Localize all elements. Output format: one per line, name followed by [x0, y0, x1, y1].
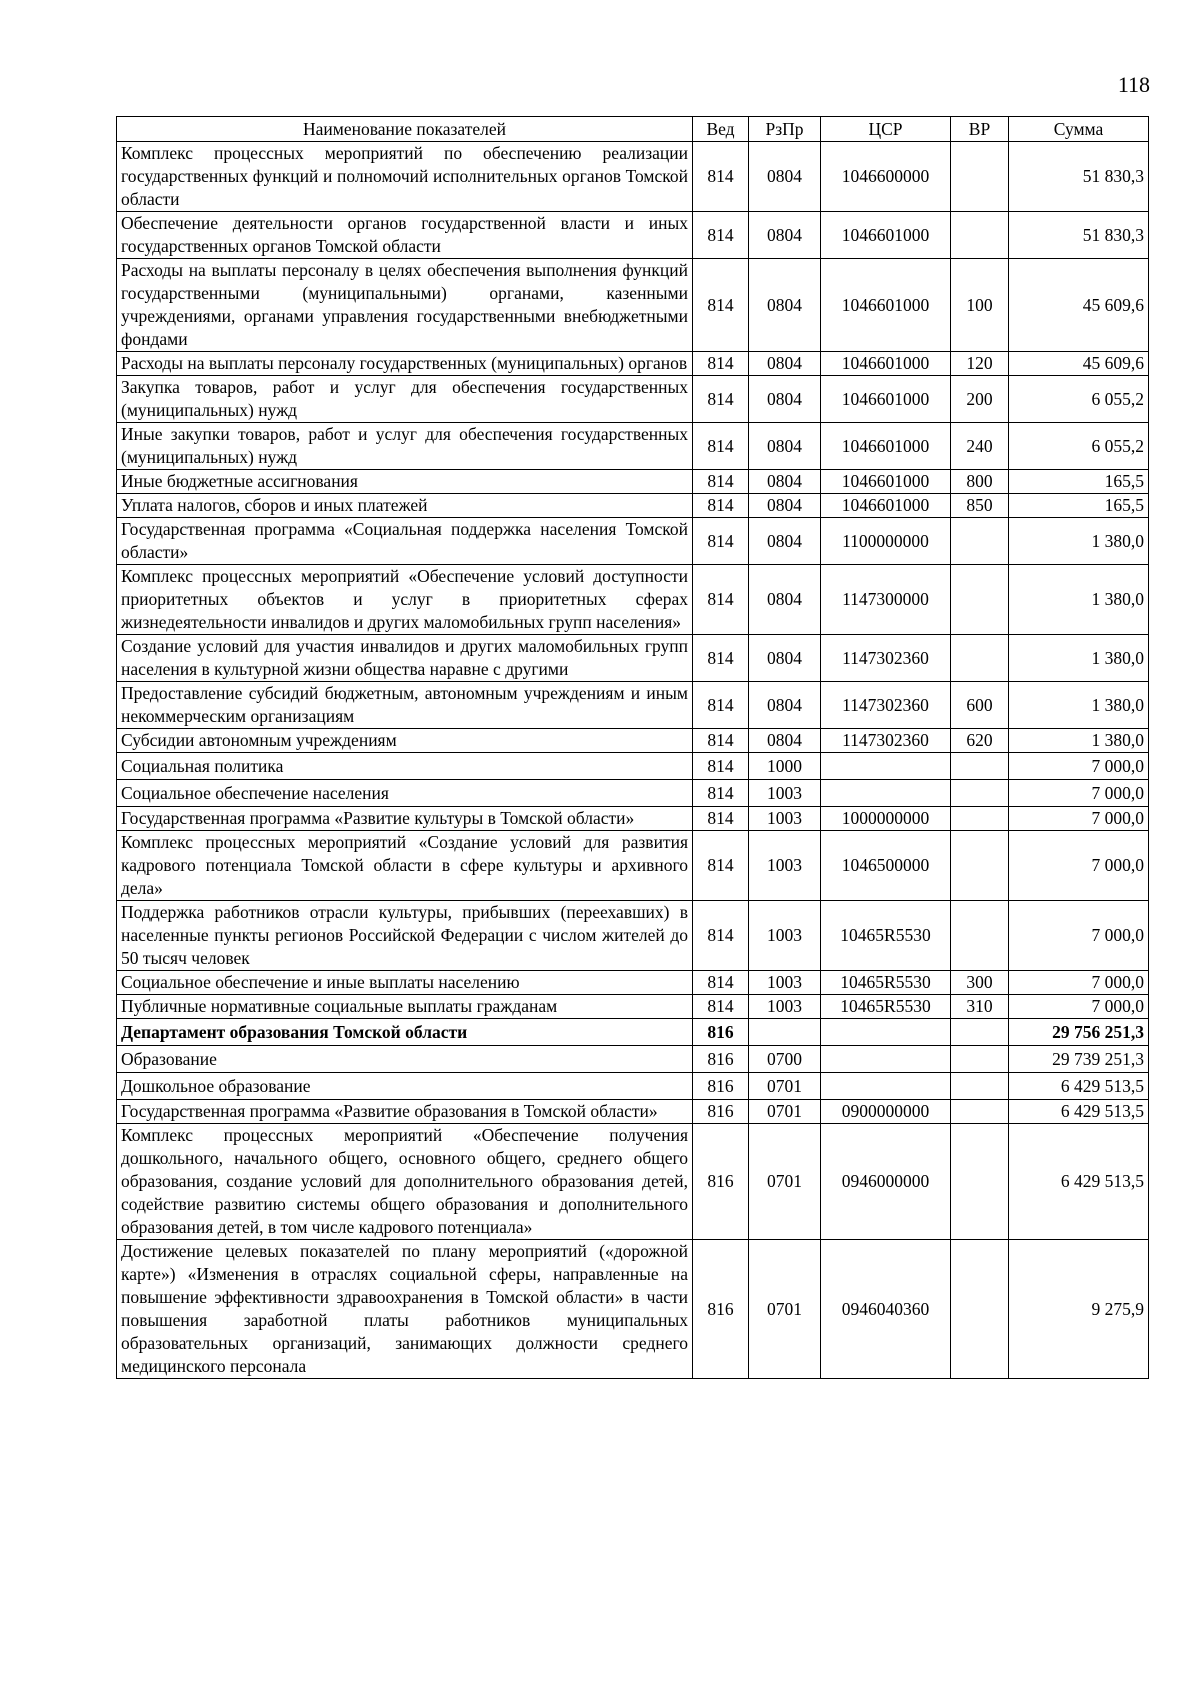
cell-vr: 240: [951, 423, 1009, 470]
cell-csr: 0900000000: [821, 1100, 951, 1124]
cell-rzpr: 1003: [749, 901, 821, 971]
cell-sum: 7 000,0: [1009, 831, 1149, 901]
cell-vr: 120: [951, 352, 1009, 376]
cell-csr: 0946040360: [821, 1240, 951, 1379]
cell-ved: 816: [693, 1100, 749, 1124]
table-row: [117, 142, 1149, 212]
cell-rzpr: 0804: [749, 565, 821, 635]
table-header-row: [117, 117, 1149, 142]
cell-rzpr: 0804: [749, 212, 821, 259]
cell-ved: 814: [693, 376, 749, 423]
cell-vr: [951, 753, 1009, 780]
table-row: [117, 518, 1149, 565]
cell-rzpr: 0804: [749, 729, 821, 753]
cell-vr: 310: [951, 995, 1009, 1019]
cell-sum: 7 000,0: [1009, 780, 1149, 807]
cell-name: Уплата налогов, сборов и иных платежей: [117, 494, 693, 518]
cell-ved: 814: [693, 901, 749, 971]
cell-csr: 1147302360: [821, 635, 951, 682]
cell-vr: 600: [951, 682, 1009, 729]
cell-csr: 1000000000: [821, 807, 951, 831]
cell-rzpr: 1003: [749, 831, 821, 901]
cell-sum: 165,5: [1009, 470, 1149, 494]
table-row: [117, 1124, 1149, 1240]
cell-rzpr: 1003: [749, 971, 821, 995]
cell-rzpr: 0701: [749, 1100, 821, 1124]
cell-name: Расходы на выплаты персоналу в целях обеспечения выполнения функций государственными (муниципальными) органами, казенными учреждениями, органами управления государственными внебюджетными фондами: [117, 259, 693, 352]
cell-vr: [951, 1019, 1009, 1046]
table-row: [117, 1046, 1149, 1073]
cell-sum: 1 380,0: [1009, 682, 1149, 729]
cell-ved: 814: [693, 565, 749, 635]
cell-name: Комплекс процессных мероприятий по обеспечению реализации государственных функций и полномочий исполнительных органов Томской области: [117, 142, 693, 212]
cell-vr: [951, 780, 1009, 807]
cell-name: Департамент образования Томской области: [117, 1019, 693, 1046]
table-row: [117, 635, 1149, 682]
cell-name: Государственная программа «Развитие образования в Томской области»: [117, 1100, 693, 1124]
cell-sum: 29 756 251,3: [1009, 1019, 1149, 1046]
cell-name: Иные закупки товаров, работ и услуг для обеспечения государственных (муниципальных) нужд: [117, 423, 693, 470]
cell-name: Дошкольное образование: [117, 1073, 693, 1100]
table-row: [117, 1240, 1149, 1379]
cell-name: Субсидии автономным учреждениям: [117, 729, 693, 753]
cell-ved: 814: [693, 518, 749, 565]
cell-vr: 800: [951, 470, 1009, 494]
cell-name: Социальное обеспечение и иные выплаты населению: [117, 971, 693, 995]
table-row: [117, 831, 1149, 901]
cell-vr: [951, 1100, 1009, 1124]
cell-ved: 814: [693, 971, 749, 995]
cell-sum: 1 380,0: [1009, 518, 1149, 565]
cell-csr: 1100000000: [821, 518, 951, 565]
cell-sum: 7 000,0: [1009, 971, 1149, 995]
cell-rzpr: 0701: [749, 1073, 821, 1100]
cell-rzpr: 0804: [749, 518, 821, 565]
cell-name: Достижение целевых показателей по плану мероприятий («дорожной карте») «Изменения в отраслях социальной сферы, направленные на повышение эффективности здравоохранения в Томской области» в части повышения заработной платы работников муниципальных образовательных организаций, занимающих должности среднего медицинского персонала: [117, 1240, 693, 1379]
cell-csr: 1046500000: [821, 831, 951, 901]
cell-csr: 1046601000: [821, 259, 951, 352]
cell-rzpr: 0804: [749, 376, 821, 423]
cell-rzpr: 0804: [749, 352, 821, 376]
cell-sum: 45 609,6: [1009, 352, 1149, 376]
cell-csr: 1046601000: [821, 352, 951, 376]
cell-name: Комплекс процессных мероприятий «Создание условий для развития кадрового потенциала Томской области в сфере культуры и архивного дела»: [117, 831, 693, 901]
cell-sum: 9 275,9: [1009, 1240, 1149, 1379]
cell-name: Поддержка работников отрасли культуры, прибывших (переехавших) в населенные пункты регионов Российской Федерации с числом жителей до 50 тысяч человек: [117, 901, 693, 971]
cell-sum: 7 000,0: [1009, 901, 1149, 971]
cell-name: Государственная программа «Социальная поддержка населения Томской области»: [117, 518, 693, 565]
cell-vr: [951, 518, 1009, 565]
page-number: 118: [1117, 72, 1150, 97]
table-row: [117, 376, 1149, 423]
cell-ved: 814: [693, 729, 749, 753]
cell-ved: 814: [693, 635, 749, 682]
cell-csr: [821, 753, 951, 780]
cell-csr: 10465R5530: [821, 901, 951, 971]
cell-vr: 300: [951, 971, 1009, 995]
cell-name: Иные бюджетные ассигнования: [117, 470, 693, 494]
cell-rzpr: 1003: [749, 995, 821, 1019]
cell-sum: 51 830,3: [1009, 212, 1149, 259]
cell-sum: 1 380,0: [1009, 635, 1149, 682]
cell-csr: 1046601000: [821, 494, 951, 518]
table-row: [117, 807, 1149, 831]
cell-csr: 10465R5530: [821, 995, 951, 1019]
cell-sum: 6 055,2: [1009, 423, 1149, 470]
cell-name: Государственная программа «Развитие культуры в Томской области»: [117, 807, 693, 831]
cell-ved: 816: [693, 1073, 749, 1100]
cell-ved: 814: [693, 470, 749, 494]
cell-sum: 29 739 251,3: [1009, 1046, 1149, 1073]
cell-name: Комплекс процессных мероприятий «Обеспечение получения дошкольного, начального общего, основного общего, среднего общего образования, создание условий для дополнительного образования детей, содействие развитию системы общего образования и дополнительного образования детей, в том числе кадрового потенциала»: [117, 1124, 693, 1240]
cell-ved: 814: [693, 780, 749, 807]
header-vr: ВР: [951, 117, 1009, 142]
table-body: [117, 142, 1149, 1379]
cell-vr: [951, 901, 1009, 971]
cell-rzpr: 0804: [749, 423, 821, 470]
cell-sum: 6 055,2: [1009, 376, 1149, 423]
cell-name: Закупка товаров, работ и услуг для обеспечения государственных (муниципальных) нужд: [117, 376, 693, 423]
cell-ved: 814: [693, 259, 749, 352]
cell-sum: 1 380,0: [1009, 729, 1149, 753]
table-row: [117, 212, 1149, 259]
table-row: [117, 901, 1149, 971]
cell-sum: 165,5: [1009, 494, 1149, 518]
table-row: [117, 729, 1149, 753]
header-ved: Вед: [693, 117, 749, 142]
header-name: Наименование показателей: [117, 117, 693, 142]
cell-name: Предоставление субсидий бюджетным, автономным учреждениям и иным некоммерческим организациям: [117, 682, 693, 729]
table-row: [117, 494, 1149, 518]
cell-csr: 1046601000: [821, 423, 951, 470]
table-row: [117, 971, 1149, 995]
cell-name: Публичные нормативные социальные выплаты гражданам: [117, 995, 693, 1019]
cell-csr: [821, 1019, 951, 1046]
cell-vr: 620: [951, 729, 1009, 753]
cell-ved: 816: [693, 1046, 749, 1073]
cell-ved: 814: [693, 494, 749, 518]
cell-ved: 814: [693, 423, 749, 470]
cell-vr: [951, 1073, 1009, 1100]
table-row: [117, 1019, 1149, 1046]
cell-csr: [821, 1073, 951, 1100]
cell-sum: 7 000,0: [1009, 995, 1149, 1019]
cell-ved: 814: [693, 995, 749, 1019]
cell-sum: 6 429 513,5: [1009, 1124, 1149, 1240]
cell-vr: 200: [951, 376, 1009, 423]
cell-csr: 10465R5530: [821, 971, 951, 995]
table-row: [117, 352, 1149, 376]
cell-name: Расходы на выплаты персоналу государственных (муниципальных) органов: [117, 352, 693, 376]
table-row: [117, 259, 1149, 352]
table-row: [117, 423, 1149, 470]
cell-rzpr: 0700: [749, 1046, 821, 1073]
cell-vr: [951, 565, 1009, 635]
cell-rzpr: 1000: [749, 753, 821, 780]
header-rzpr: РзПр: [749, 117, 821, 142]
cell-sum: 45 609,6: [1009, 259, 1149, 352]
table-row: [117, 753, 1149, 780]
table-row: [117, 780, 1149, 807]
cell-sum: 6 429 513,5: [1009, 1100, 1149, 1124]
cell-ved: 814: [693, 831, 749, 901]
cell-vr: 100: [951, 259, 1009, 352]
cell-rzpr: 1003: [749, 780, 821, 807]
cell-ved: 816: [693, 1124, 749, 1240]
cell-rzpr: [749, 1019, 821, 1046]
cell-csr: 1046600000: [821, 142, 951, 212]
cell-ved: 814: [693, 753, 749, 780]
cell-name: Социальное обеспечение населения: [117, 780, 693, 807]
table-row: [117, 1073, 1149, 1100]
cell-csr: 1046601000: [821, 212, 951, 259]
cell-sum: 1 380,0: [1009, 565, 1149, 635]
cell-csr: [821, 1046, 951, 1073]
table-row: [117, 1100, 1149, 1124]
cell-csr: 1046601000: [821, 376, 951, 423]
cell-vr: [951, 1124, 1009, 1240]
cell-rzpr: 0804: [749, 682, 821, 729]
cell-vr: [951, 1240, 1009, 1379]
cell-csr: 0946000000: [821, 1124, 951, 1240]
header-sum: Сумма: [1009, 117, 1149, 142]
table-row: [117, 470, 1149, 494]
cell-sum: 6 429 513,5: [1009, 1073, 1149, 1100]
cell-name: Комплекс процессных мероприятий «Обеспечение условий доступности приоритетных объектов и услуг в приоритетных сферах жизнедеятельности инвалидов и других маломобильных групп населения»: [117, 565, 693, 635]
cell-name: Обеспечение деятельности органов государственной власти и иных государственных органов Томской области: [117, 212, 693, 259]
cell-ved: 814: [693, 142, 749, 212]
cell-rzpr: 0804: [749, 470, 821, 494]
cell-rzpr: 0701: [749, 1240, 821, 1379]
cell-csr: 1147302360: [821, 729, 951, 753]
cell-csr: 1147300000: [821, 565, 951, 635]
cell-rzpr: 0804: [749, 494, 821, 518]
cell-sum: 51 830,3: [1009, 142, 1149, 212]
cell-rzpr: 0804: [749, 259, 821, 352]
cell-ved: 814: [693, 212, 749, 259]
cell-vr: 850: [951, 494, 1009, 518]
cell-vr: [951, 142, 1009, 212]
cell-ved: 814: [693, 807, 749, 831]
cell-vr: [951, 807, 1009, 831]
table-row: [117, 565, 1149, 635]
cell-rzpr: 0804: [749, 635, 821, 682]
budget-table: [116, 116, 1149, 1379]
cell-csr: 1147302360: [821, 682, 951, 729]
cell-rzpr: 0804: [749, 142, 821, 212]
cell-ved: 816: [693, 1240, 749, 1379]
cell-name: Образование: [117, 1046, 693, 1073]
cell-sum: 7 000,0: [1009, 753, 1149, 780]
cell-vr: [951, 635, 1009, 682]
table-row: [117, 682, 1149, 729]
cell-csr: [821, 780, 951, 807]
cell-csr: 1046601000: [821, 470, 951, 494]
cell-ved: 814: [693, 682, 749, 729]
cell-name: Социальная политика: [117, 753, 693, 780]
cell-ved: 814: [693, 352, 749, 376]
table-row: [117, 995, 1149, 1019]
cell-rzpr: 1003: [749, 807, 821, 831]
cell-ved: 816: [693, 1019, 749, 1046]
cell-rzpr: 0701: [749, 1124, 821, 1240]
cell-sum: 7 000,0: [1009, 807, 1149, 831]
cell-vr: [951, 212, 1009, 259]
cell-name: Создание условий для участия инвалидов и других маломобильных групп населения в культурной жизни общества наравне с другими: [117, 635, 693, 682]
cell-vr: [951, 1046, 1009, 1073]
header-csr: ЦСР: [821, 117, 951, 142]
cell-vr: [951, 831, 1009, 901]
